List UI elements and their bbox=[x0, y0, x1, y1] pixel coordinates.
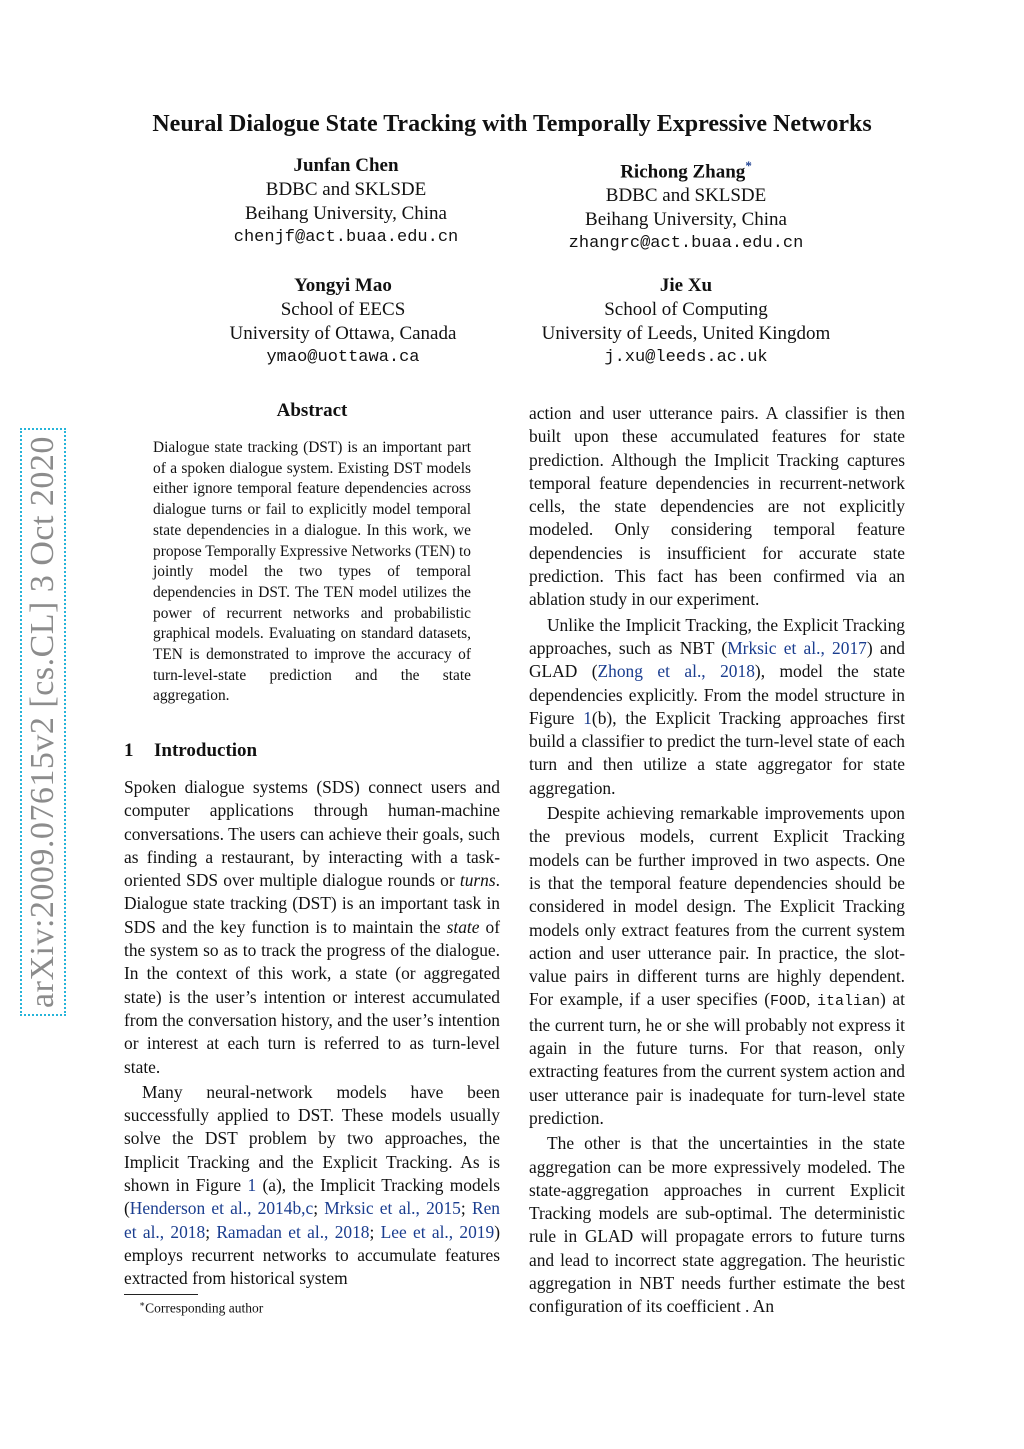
footnote-rule bbox=[124, 1294, 198, 1295]
author-block-2 bbox=[496, 154, 876, 256]
citation-link[interactable]: Zhong et al., 2018 bbox=[597, 661, 755, 682]
slot-name: FOOD bbox=[770, 993, 807, 1011]
citation-link[interactable]: Ramadan et al., 2018 bbox=[216, 1221, 370, 1242]
author-name: Jie Xu bbox=[659, 275, 713, 296]
author-block-1 bbox=[156, 154, 536, 250]
author-institution: Beihang University, China bbox=[245, 203, 447, 224]
section-title: Introduction bbox=[154, 740, 258, 761]
author-institution: University of Leeds, United Kingdom bbox=[541, 323, 831, 344]
section-heading bbox=[124, 740, 257, 762]
author-name: Yongyi Mao bbox=[294, 275, 392, 296]
author-institution: University of Ottawa, Canada bbox=[229, 323, 457, 344]
citation-link[interactable]: Mrksic et al., 2017 bbox=[727, 637, 867, 658]
figure-ref[interactable]: 1 bbox=[583, 707, 592, 728]
author-name: Junfan Chen bbox=[293, 155, 399, 176]
abstract-heading: Abstract bbox=[276, 400, 348, 421]
intro-paragraph-4: Unlike the Implicit Tracking, the Explicit Tracking approaches, such as NBT (Mrksic et al., 2017) and GLAD (Zhong et al., 2018), model the state dependencies explicitly. From the model structure in Figure 1(b), the Explicit Tracking approaches first build a classifier to predict the turn-level state of each turn and then utilize a state aggregator for state aggregation. bbox=[529, 614, 906, 798]
intro-paragraph-5: Despite achieving remarkable improvements upon the previous models, current Explicit Tracking models can be further improved in two aspects. One is that the temporal feature dependencies should be considered in model design. The Explicit Tracking models only extract features from the current system action and user utterance pair. In practice, the slot-value pairs in different turns are highly dependent. For example, if a user specifies (FOOD, italian) at the current turn, he or she will probably not express it again in the future turns. For that reason, only extracting features from the current system action and user utterance pair is inadequate for turn-level state prediction. bbox=[529, 803, 905, 1128]
author-affiliation: BDBC and SKLSDE bbox=[605, 185, 767, 207]
section-number: 1 bbox=[124, 740, 134, 761]
author-affiliation: School of EECS bbox=[280, 299, 406, 320]
footnote-text: Corresponding author bbox=[145, 1300, 264, 1316]
author-email[interactable]: zhangrc@act.buaa.edu.cn bbox=[568, 234, 804, 254]
intro-paragraph-2: Many neural-network models have been successfully applied to DST. These models usually solve the DST problem by two approaches, the Implicit Tracking and the Explicit Tracking. As is shown in Figure 1 (a), the Implicit Tracking models (Henderson et al., 2014b,c; Mrksic et al., 2015; Ren et al., 2018; Ramadan et al., 2018; Lee et al., 2019) employs recurrent networks to accumulate features extracted from historical system bbox=[124, 1081, 500, 1289]
author-affiliation: School of Computing bbox=[604, 299, 768, 320]
author-block-4 bbox=[496, 274, 876, 370]
citation-link[interactable]: Ren et al., 2018 bbox=[124, 1198, 500, 1242]
footnote bbox=[139, 1299, 263, 1317]
citation-link[interactable]: Henderson et al., 2014b,c bbox=[129, 1198, 314, 1219]
intro-paragraph-1: Spoken dialogue systems (SDS) connect users and computer applications through human-machine conversations. The users can achieve their goals, such as finding a restaurant, by interacting with a task-oriented SDS over multiple dialogue rounds or turns. Dialogue state tracking (DST) is an important task in SDS and the key function is to maintain the state of the system so as to track the progress of the dialogue. In the context of this work, a state (or aggregated state) is the user’s intention or interest accumulated from the conversation history, and the user’s intention or interest at each turn is referred to as turn-level state. bbox=[124, 777, 500, 1077]
author-block-3 bbox=[153, 274, 533, 370]
arxiv-id: arXiv:2009.07615v2 [cs.CL] 3 Oct 2020 bbox=[24, 436, 61, 1008]
left-column-body bbox=[124, 776, 500, 1291]
author-affiliation: BDBC and SKLSDE bbox=[265, 179, 427, 200]
abstract-body: Dialogue state tracking (DST) is an important part of a spoken dialogue system. Existing DST models either ignore temporal feature dependencies across dialogue turns or fail to explicitly model temporal state dependencies in a dialogue. In this work, we propose Temporally Expressive Networks (TEN) to jointly model the two types of temporal dependencies in DST. The TEN model utilizes the power of recurrent networks and probabilistic graphical models. Evaluating on standard datasets, TEN is demonstrated to improve the accuracy of turn-level-state prediction and the state aggregation. bbox=[153, 439, 471, 705]
author-name: Richong Zhang* bbox=[620, 158, 752, 183]
citation-link[interactable]: Mrksic et al., 2015 bbox=[324, 1198, 461, 1219]
author-email[interactable]: j.xu@leeds.ac.uk bbox=[604, 348, 768, 367]
slot-value: italian bbox=[817, 993, 881, 1011]
author-email[interactable]: ymao@uottawa.ca bbox=[266, 348, 420, 367]
figure-ref[interactable]: 1 bbox=[247, 1175, 257, 1196]
citation-link[interactable]: Lee et al., 2019 bbox=[380, 1221, 495, 1242]
intro-paragraph-6: The other is that the uncertainties in the state aggregation can be more expressively modeled. The state-aggregation approaches in current Explicit Tracking models are sub-optimal. The deterministic rule in GLAD will propagate errors to future turns and lead to incorrect state aggregation. The heuristic aggregation in NBT needs further estimate the best configuration of its coefficient . An bbox=[529, 1133, 905, 1317]
right-column-body bbox=[529, 402, 905, 1319]
paper-title: Neural Dialogue State Tracking with Temporally Expressive Networks bbox=[152, 111, 872, 137]
author-institution: Beihang University, China bbox=[585, 209, 787, 231]
arxiv-stamp[interactable] bbox=[20, 428, 66, 1016]
footnote-mark: ∗ bbox=[139, 1299, 146, 1309]
author-email[interactable]: chenjf@act.buaa.edu.cn bbox=[233, 228, 459, 247]
corresponding-mark[interactable]: * bbox=[745, 158, 752, 173]
intro-paragraph-3: action and user utterance pairs. A classifier is then built upon these accumulated features for state prediction. Although the Implicit Tracking captures temporal feature dependencies in recurrent-network cells, the state dependencies are not explicitly modeled. Only considering temporal feature dependencies is insufficient for accurate state prediction. This fact has been confirmed via an ablation study in our experiment. bbox=[529, 403, 905, 610]
